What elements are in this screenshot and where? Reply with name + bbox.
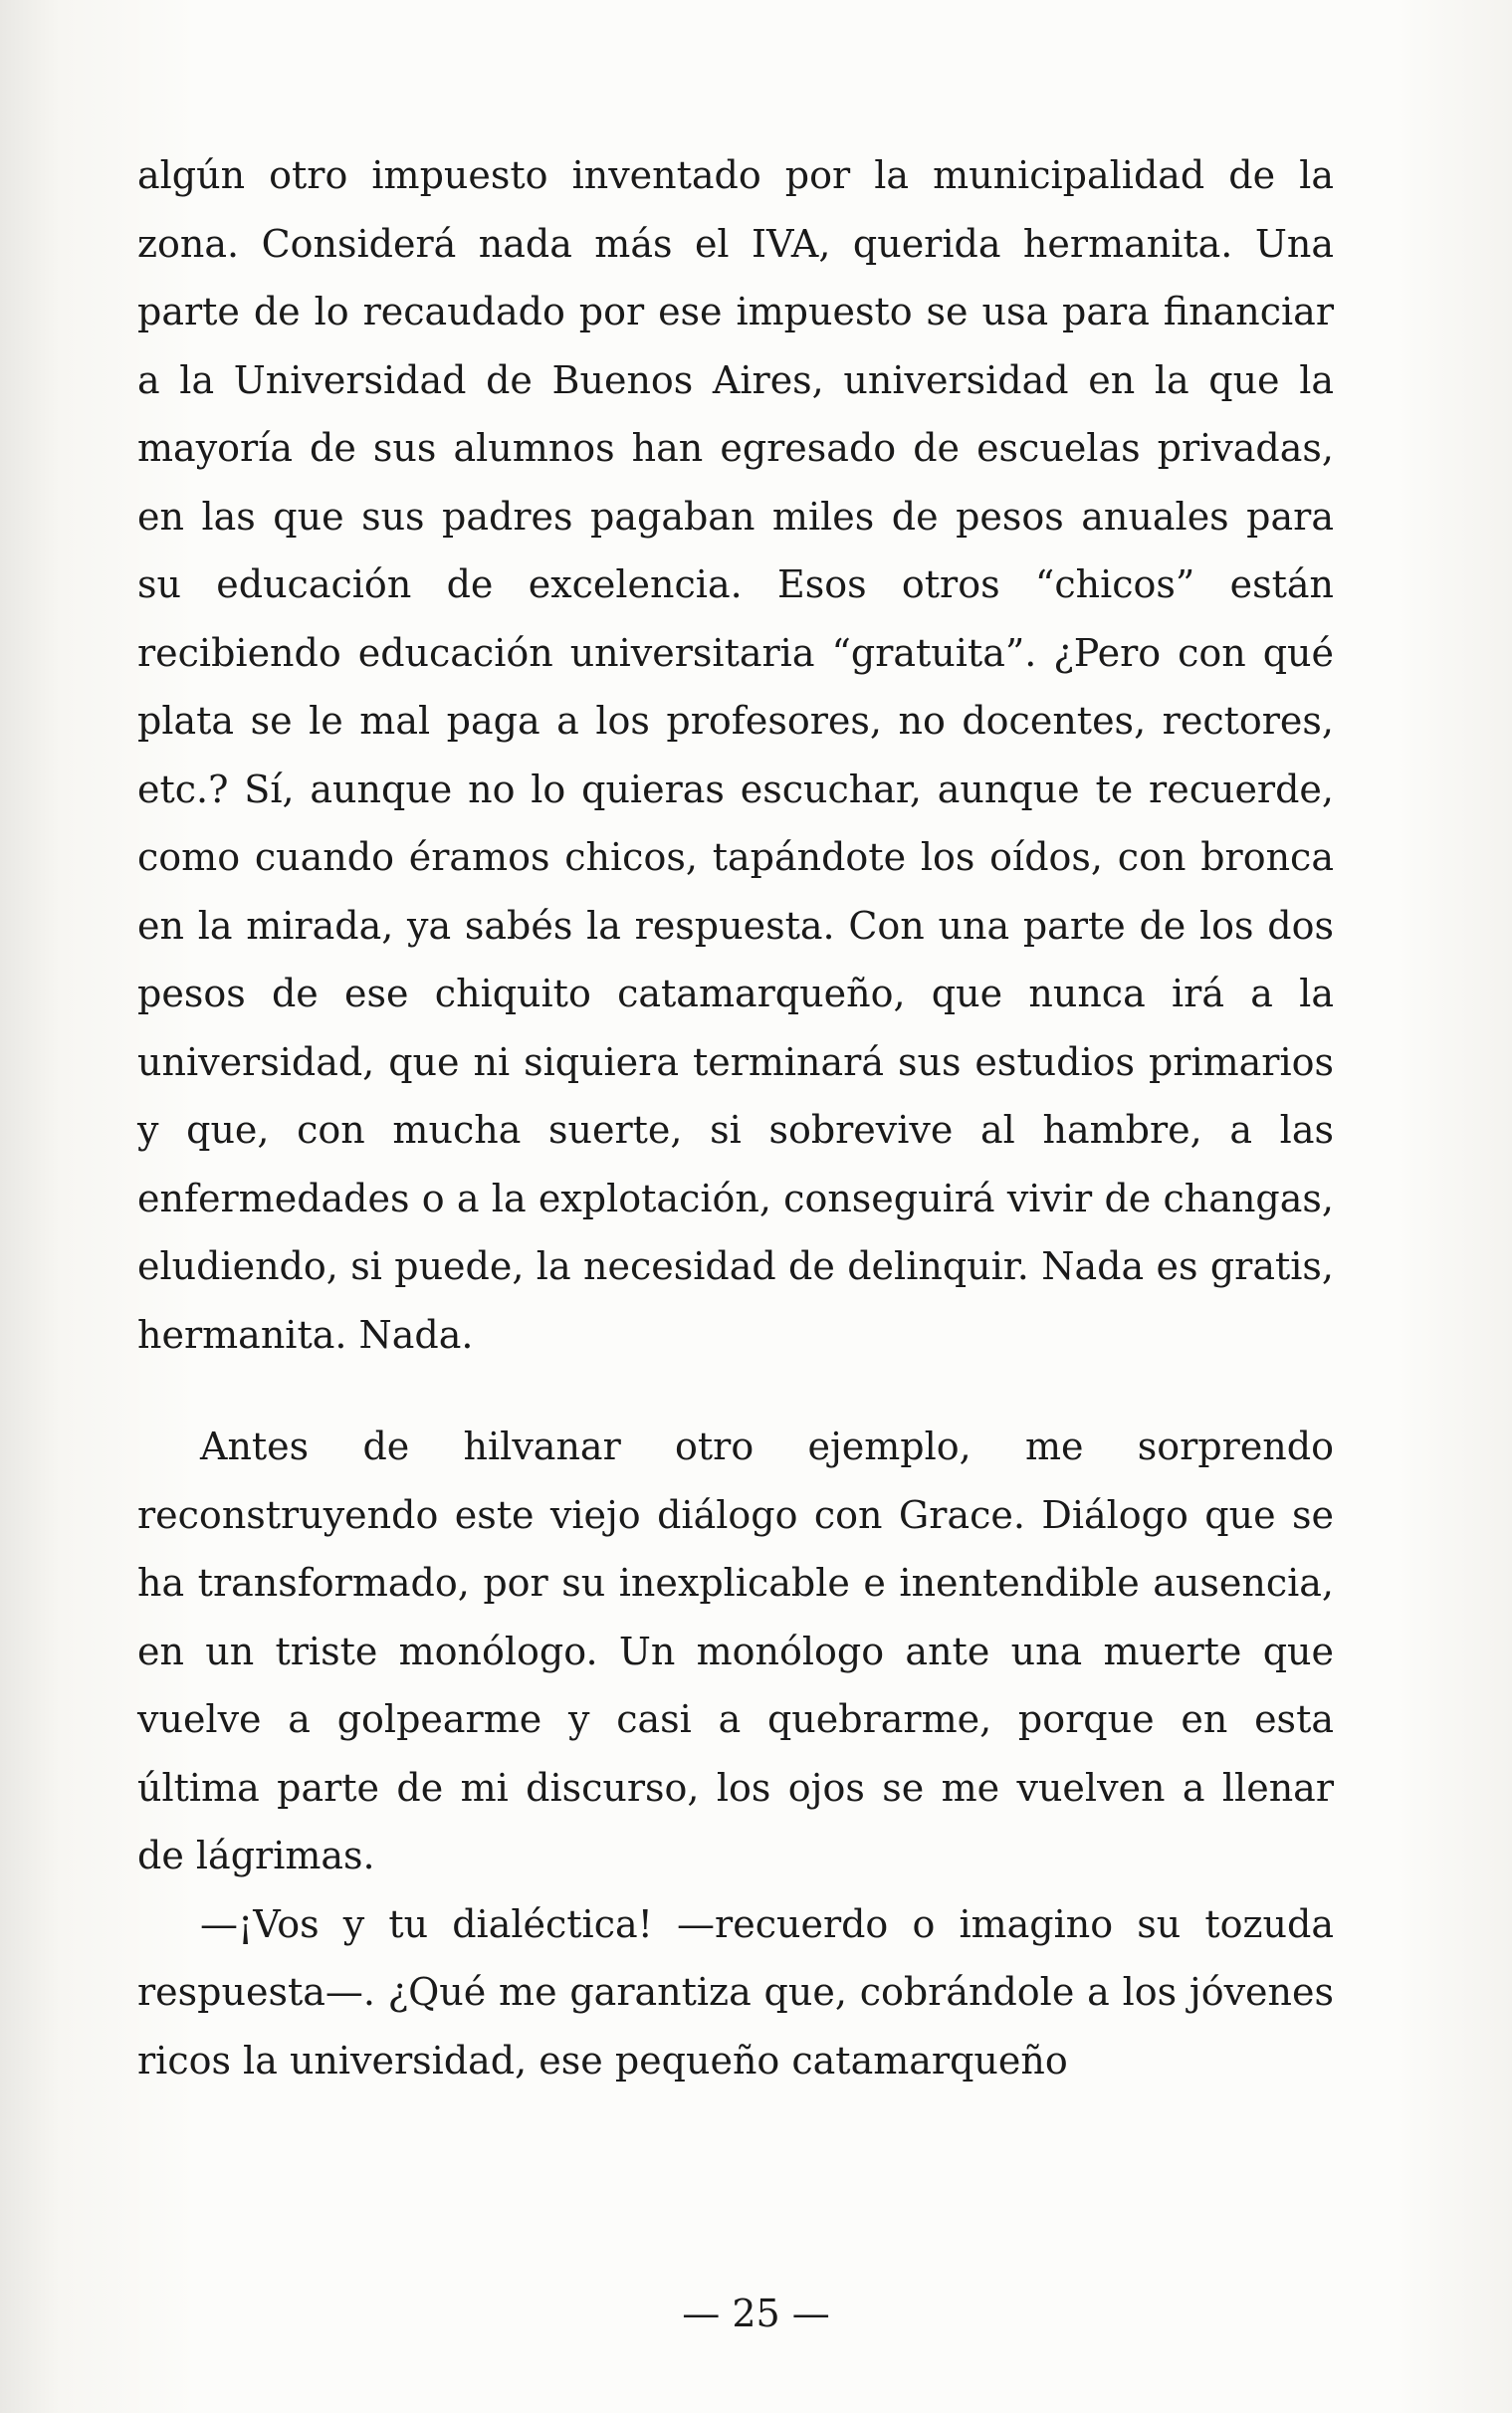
body-text [137,141,1334,2094]
paragraph-1: algún otro impuesto inventado por la municipalidad de la zona. Considerá nada más el IVA, querida hermanita. Una parte de lo recaudado por ese impuesto se usa para financiar a la Universidad de Buenos Aires, universidad en la que la mayoría de sus alumnos han egresado de escuelas privadas, en las que sus padres pagaban miles de pesos anuales para su educación de excelencia. Esos otros “chicos” están recibiendo educación universitaria “gratuita”. ¿Pero con qué plata se le mal paga a los profesores, no docentes, rectores, etc.? Sí, aunque no lo quieras escuchar, aunque te recuerde, como cuando éramos chicos, tapándote los oídos, con bronca en la mirada, ya sabés la respuesta. Con una parte de los dos pesos de ese chiquito catamarqueño, que nunca irá a la universidad, que ni siquiera terminará sus estudios primarios y que, con mucha suerte, si sobrevive al hambre, a las enfermedades o a la explotación, conseguirá vivir de changas, eludiendo, si puede, la necesidad de delinquir. Nada es gratis, hermanita. Nada. [137,153,1334,1357]
page-number: — 25 — [682,2292,830,2335]
paragraph-gap [137,1369,1334,1413]
paragraph-3: —¡Vos y tu dialéctica! —recuerdo o imagino su tozuda respuesta—. ¿Qué me garantiza que, cobrándole a los jóvenes ricos la universidad, ese pequeño catamarqueño [137,1901,1334,2083]
paragraph-2: Antes de hilvanar otro ejemplo, me sorprendo reconstruyendo este viejo diálogo con Grace. Diálogo que se ha transformado, por su inexplicable e inentendible ausencia, en un triste monólogo. Un monólogo ante una muerte que vuelve a golpearme y casi a quebrarme, porque en esta última parte de mi discurso, los ojos se me vuelven a llenar de lágrimas. [137,1425,1334,1877]
